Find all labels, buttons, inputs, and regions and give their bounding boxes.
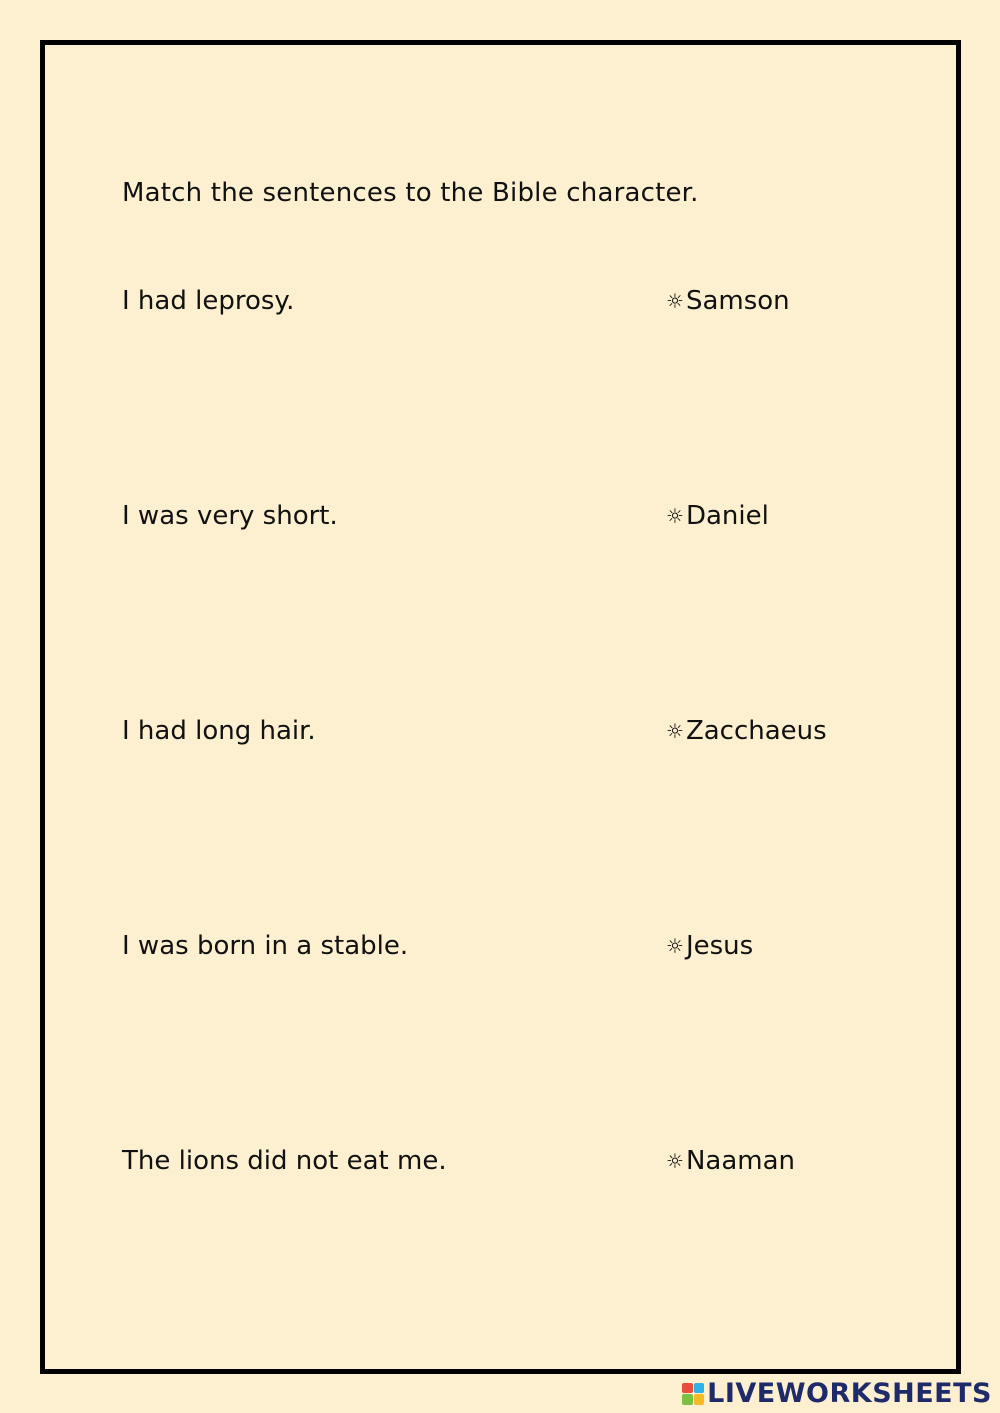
instruction-text: Match the sentences to the Bible character.: [122, 178, 699, 208]
sentence-5: The lions did not eat me.: [122, 1146, 447, 1176]
sun-icon: ☼: [666, 1149, 684, 1173]
option-label: Naaman: [685, 1146, 795, 1176]
option-label: Samson: [685, 286, 790, 316]
brand-name: LIVEWORKSHEETS: [707, 1378, 992, 1409]
sentence-3: I had long hair.: [122, 716, 316, 746]
option-label: Jesus: [685, 931, 754, 961]
sun-icon: ☼: [666, 934, 684, 958]
option-jesus[interactable]: [666, 931, 753, 961]
option-samson[interactable]: [666, 286, 790, 316]
option-naaman[interactable]: [666, 1146, 795, 1176]
liveworksheets-logo-icon: [682, 1383, 704, 1405]
sentence-4: I was born in a stable.: [122, 931, 409, 961]
option-daniel[interactable]: [666, 501, 769, 531]
sun-icon: ☼: [666, 289, 684, 313]
sun-icon: ☼: [666, 504, 684, 528]
sun-icon: ☼: [666, 719, 684, 743]
brand-logo: [682, 1378, 992, 1409]
sentence-2: I was very short.: [122, 501, 338, 531]
option-label: Daniel: [685, 501, 769, 531]
option-label: Zacchaeus: [685, 716, 827, 746]
option-zacchaeus[interactable]: [666, 716, 827, 746]
sentence-1: I had leprosy.: [122, 286, 295, 316]
